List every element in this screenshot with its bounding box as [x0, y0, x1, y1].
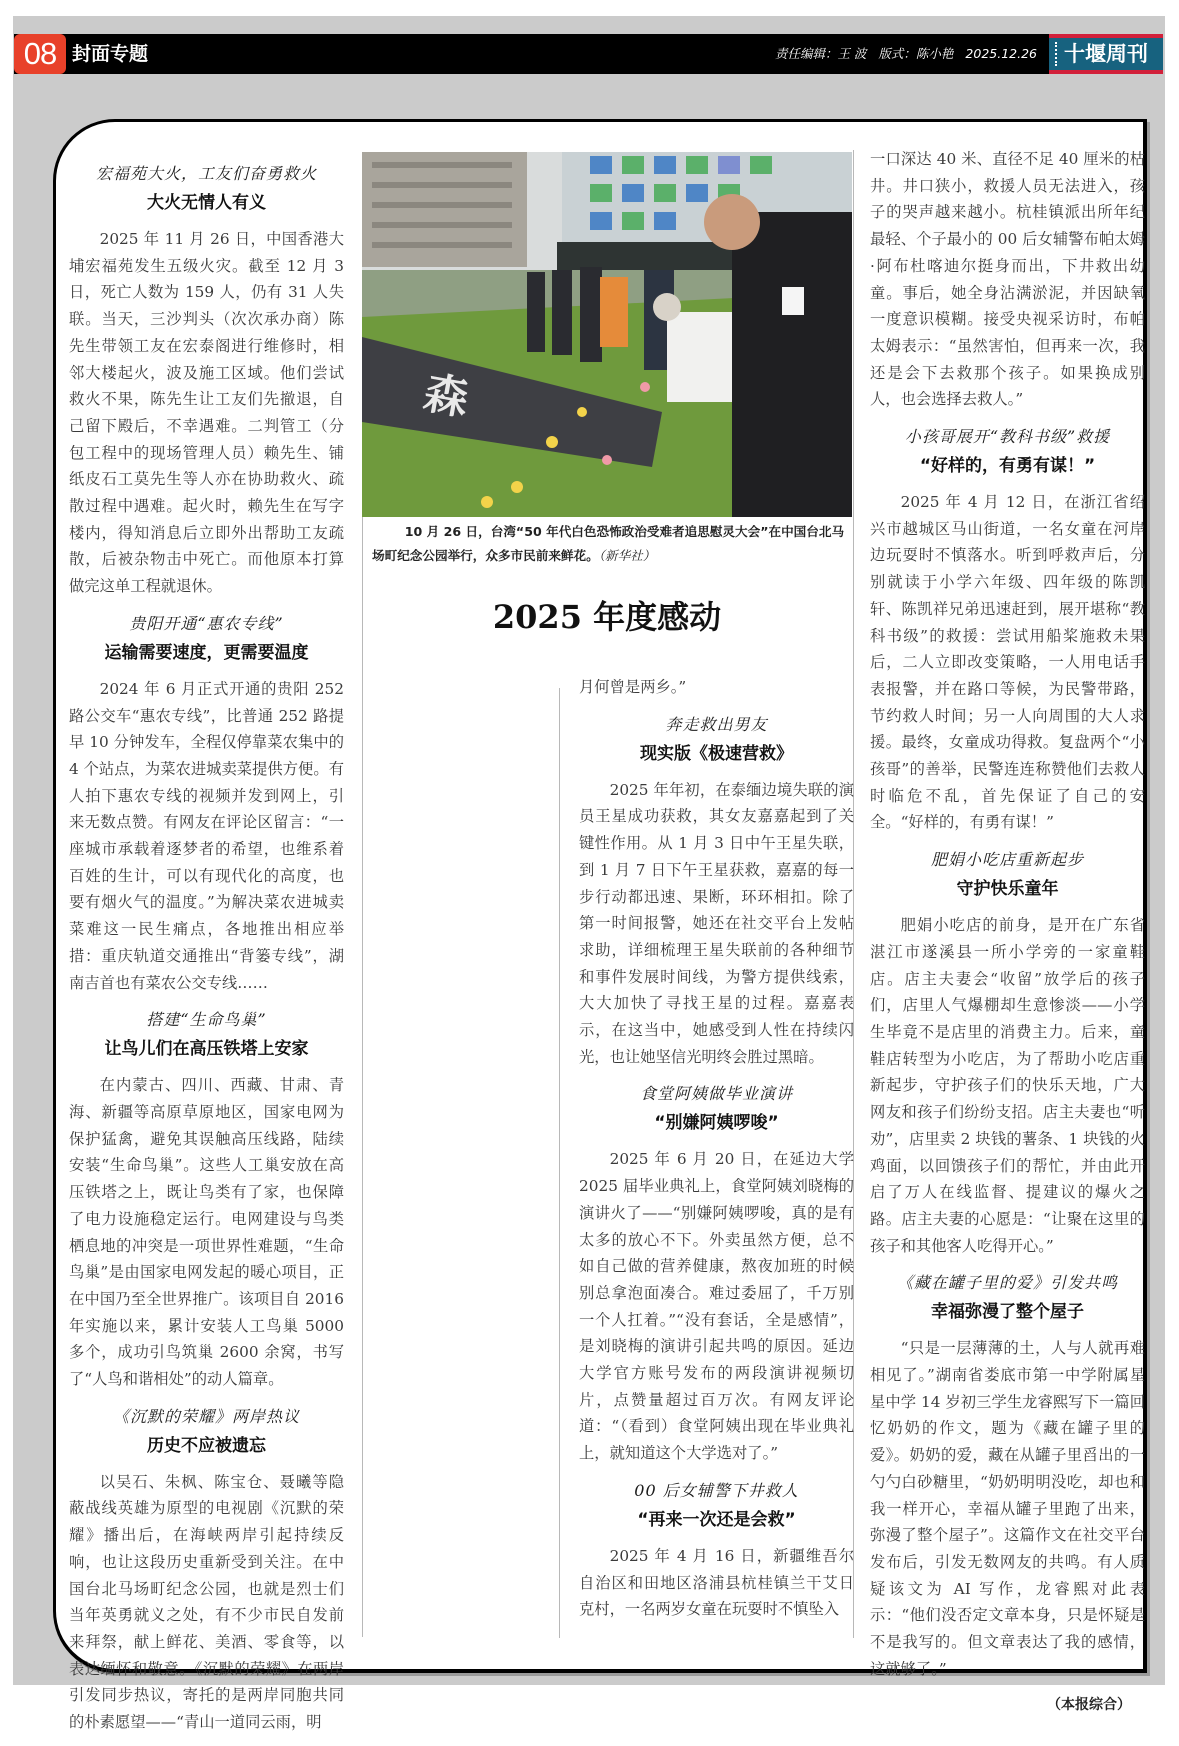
news-item	[69, 610, 344, 996]
news-item	[579, 711, 854, 1071]
news-body: 在内蒙古、四川、西藏、甘肃、青海、新疆等高原草原地区，国家电网为保护猛禽，避免其误触高压线路，陆续安装“生命鸟巢”。这些人工巢安放在高压铁塔之上，既让鸟类有了家，也保障了电力设施稳定运行。电网建设与鸟类栖息地的冲突是一项世界性难题，“生命鸟巢”是由国家电网发起的暖心项目，正在中国乃至全世界推广。该项目自 2016 年实施以来，累计安装人工鸟巢 5000 多个，成功引鸟筑巢 2600 余窝，书写了“人鸟和谐相处”的动人篇章。	[69, 1076, 344, 1389]
news-kicker: 宏福苑大火，工友们奋勇救火	[95, 164, 317, 183]
news-item	[69, 1403, 344, 1736]
news-item-continuation	[579, 674, 854, 701]
column-divider	[559, 688, 560, 1638]
news-item	[69, 160, 344, 600]
news-headline: 现实版《极速营救》	[640, 743, 793, 764]
news-body: 一口深达 40 米、直径不足 40 厘米的枯井。井口狭小，救援人员无法进入，孩子的哭声越来越小。杭桂镇派出所年纪最轻、个子最小的 00 后女辅警布帕太姆·阿布杜喀迪尔挺身而出，下井救出幼童。事后，她全身沾满淤泥，并因缺氧一度意识模糊。接受央视采访时，布帕太姆表示：“虽然害怕，但再来一次，我还是会下去救那个孩子。如果换成别人，也会选择去救人。”	[870, 150, 1145, 409]
photo-caption	[372, 520, 850, 568]
news-body: 2025 年 6 月 20 日，在延边大学 2025 届毕业典礼上，食堂阿姨刘晓梅的演讲火了——“别嫌阿姨啰唆，真的是有太多的放心不下。外卖虽然方便，总不如自己做的营养健康，熬夜加班的时候别总拿泡面凑合。难过委屈了，千万别一个人扛着。”“没有套话，全是感情”，是刘晓梅的演讲引起共鸣的原因。延边大学官方账号发布的两段演讲视频切片，点赞量超过百万次。有网友评论道：“（看到）食堂阿姨出现在毕业典礼上，就知道这个大学选对了。”	[579, 1150, 854, 1463]
page-number-badge: 08	[14, 34, 66, 74]
editor-credits	[767, 34, 1037, 74]
news-headline: 守护快乐童年	[956, 879, 1059, 900]
photo-source: （新华社）	[598, 548, 656, 563]
news-headline: 历史不应被遗忘	[147, 1435, 266, 1456]
source-credit: （本报综合）	[1047, 1697, 1131, 1714]
news-body: 肥娟小吃店的前身，是开在广东省湛江市遂溪县一所小学旁的一家童鞋店。店主夫妻会“收留”放学后的孩子们，店里人气爆棚却生意惨淡——小学生毕竟不是店里的消费主力。后来，童鞋店转型为小吃店，为了帮助小吃店重新起步，守护孩子们的快乐天地，广大网友和孩子们纷纷支招。店主夫妻也“听劝”，店里卖 2 块钱的薯条、1 块钱的火鸡面，以回馈孩子们的帮忙，并由此开启了万人在线监督、提建议的爆火之路。店主夫妻的心愿是：“让聚在这里的孩子和其他客人吃得开心。”	[870, 916, 1145, 1255]
news-item-continuation	[870, 146, 1145, 413]
feature-title: 2025 年度感动	[492, 598, 722, 636]
news-kicker: 00 后女辅警下井救人	[634, 1480, 799, 1500]
news-item	[579, 1477, 854, 1623]
news-body: “只是一层薄薄的土，人与人就再难相见了。”湖南省娄底市第一中学附属星星中学 14 岁初三学生龙睿熙写下一篇回忆奶奶的作文，题为《藏在罐子里的爱》。奶奶的爱，藏在从罐子里舀出的一勺勺白砂糖里，“奶奶明明没吃，却也和我一样开心，幸福从罐子里跑了出来，弥漫了整个屋子”。这篇作文在社交平台发布后，引发无数网友的共鸣。有人质疑该文为 AI 写作，龙睿熙对此表示：“他们没否定文章本身，只是怀疑是不是我写的。但文章表达了我的感情，这就够了。”	[870, 1339, 1145, 1678]
section-title: 封面专题	[72, 43, 149, 65]
memorial-photo-image	[362, 152, 852, 517]
news-kicker: 《藏在罐子里的爱》引发共鸣	[896, 1273, 1118, 1293]
news-item	[870, 423, 1145, 836]
publication-logo: 十堰周刊	[1049, 34, 1163, 74]
svg-text:森: 森	[420, 367, 473, 426]
news-headline: “再来一次还是会救”	[637, 1509, 796, 1530]
issue-date: 2025.12.26	[965, 46, 1037, 61]
news-body: 2024 年 6 月正式开通的贵阳 252 路公交车“惠农专线”，比普通 252 路提早 10 分钟发车，全程仅停靠菜农集中的 4 个站点，为菜农进城卖菜提供方便。有人拍下惠农专线的视频并发到网上，引来无数点赞。有网友在评论区留言：“一座城市承载着逐梦者的希望，也维系着百姓的生计，可以有现代化的高度，也要有烟火气的温度。”为解决菜农进城卖菜难这一民生痛点，各地推出相应举措：重庆轨道交通推出“背篓专线”，湖南吉首也有菜农公交专线……	[69, 679, 344, 992]
news-body: 以吴石、朱枫、陈宝仓、聂曦等隐蔽战线英雄为原型的电视剧《沉默的荣耀》播出后，在海峡两岸引起持续反响，也让这段历史重新受到关注。在中国台北马场町纪念公园，也就是烈士们当年英勇就义之处，有不少市民自发前来拜祭，献上鲜花、美酒、零食等，以表达缅怀和敬意。《沉默的荣耀》在两岸引发同步热议，寄托的是两岸同胞共同的朴素愿望——“青山一道同云雨，明	[69, 1472, 344, 1732]
page-header	[14, 34, 1163, 74]
layout-designer: 版式：陈小艳	[878, 46, 954, 61]
news-kicker: 搭建“生命鸟巢”	[146, 1010, 267, 1030]
news-headline: 让鸟儿们在高压铁塔上安家	[104, 1039, 309, 1060]
news-headline: 大火无情人有义	[147, 193, 266, 213]
article-column-middle	[579, 674, 854, 1633]
news-kicker: 小孩哥展开“教科书级”救援	[904, 427, 1111, 447]
news-kicker: 食堂阿姨做毕业演讲	[639, 1084, 793, 1104]
news-kicker: 奔走救出男友	[665, 714, 768, 734]
news-item	[579, 1080, 854, 1466]
article-column-left	[69, 154, 344, 1746]
article-column-right	[870, 146, 1145, 1719]
news-item	[69, 1006, 344, 1392]
news-kicker: 肥娟小吃店重新起步	[930, 850, 1084, 870]
news-headline: 运输需要速度，更需要温度	[104, 642, 309, 663]
news-body: 2025 年 4 月 12 日，在浙江省绍兴市越城区马山街道，一名女童在河岸边玩耍时不慎落水。听到呼救声后，分别就读于小学六年级、四年级的陈凯轩、陈凯祥兄弟迅速赶到，展开堪称“教科书级”的救援：尝试用船桨施救未果后，二人立即改变策略，一人用电话手表报警，并在路口等候，为民警带路，节约救人时间；另一人向周围的大人求援。最终，女童成功得救。复盘两个“小孩哥”的善举，民警连连称赞他们去救人时临危不乱，首先保证了自己的安全。“好样的，有勇有谋！”	[870, 493, 1145, 832]
news-kicker: 《沉默的荣耀》两岸热议	[112, 1406, 300, 1426]
news-body: 2025 年 4 月 16 日，新疆维吾尔自治区和田地区洛浦县杭桂镇兰干艾日克村，一名两岁女童在玩耍时不慎坠入	[579, 1546, 854, 1619]
news-item	[870, 846, 1145, 1259]
news-item	[870, 1269, 1145, 1682]
editor-name: 责任编辑：王 波	[774, 46, 867, 61]
news-body: 2025 年年初，在泰缅边境失联的演员王星成功获救，其女友嘉嘉起到了关键性作用。从 1 月 3 日中午王星失联，到 1 月 7 日下午王星获救，嘉嘉的每一步行动都迅速、果断，环环相扣。除了第一时间报警，她还在社交平台上发帖求助，详细梳理王星失联前的各种细节和事件发展时间线，为警方提供线索，大大加快了寻找王星的过程。嘉嘉表示，在这当中，她感受到人性在持续闪光，也让她坚信光明终会胜过黑暗。	[579, 780, 854, 1066]
news-headline: 幸福弥漫了整个屋子	[931, 1302, 1084, 1323]
news-headline: “别嫌阿姨啰唆”	[654, 1113, 779, 1134]
news-kicker: 贵阳开通“惠农专线”	[129, 613, 284, 633]
news-headline: “好样的，有勇有谋！”	[919, 456, 1096, 477]
news-body: 2025 年 11 月 26 日，中国香港大埔宏福苑发生五级火灾。截至 12 月 3 日，死亡人数为 159 人，仍有 31 人失联。当天，三沙判头（次次承办商）陈先生带领工友在宏泰阁进行维修时，相邻大楼起火，波及施工区域。他们尝试救火不果，陈先生让工友们先撤退，自己留下殿后，不幸遇难。二判管工（分包工程中的现场管理人员）赖先生、铺纸皮石工莫先生等人亦在协助救火、疏散过程中遇难。起火时，赖先生在写字楼内，得知消息后立即外出帮助工友疏散，后被杂物击中死亡。而他原本打算做完这单工程就退休。	[69, 230, 344, 596]
photo-caption-text: 10 月 26 日，台湾“50 年代白色恐怖政治受难者追思慰灵大会”在中国台北马场町纪念公园举行，众多市民前来鲜花。	[372, 524, 845, 563]
feature-photo	[362, 152, 852, 517]
news-body: 月何曾是两乡。”	[579, 678, 687, 696]
